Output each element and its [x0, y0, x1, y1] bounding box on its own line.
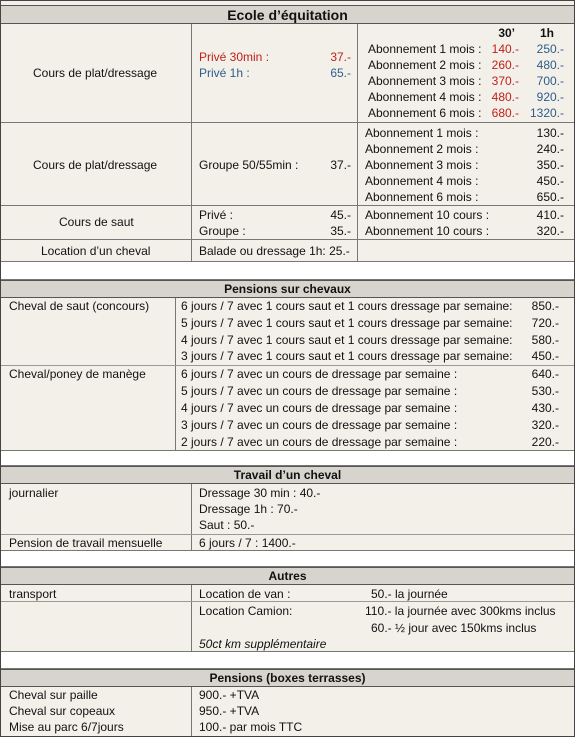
abo-price: 450.-	[536, 174, 564, 188]
saut-groupe-price: 35.-	[330, 224, 351, 238]
abo-label: Abonnement 10 cours :	[365, 224, 490, 238]
travail-line: Dressage 1h : 70.-	[199, 502, 298, 516]
abo-price-1h: 1320.-	[529, 106, 564, 120]
abo-price-1h: 250.-	[536, 42, 564, 56]
pension-row-text: 3 jours / 7 avec un cours de dressage par semaine :	[181, 418, 458, 432]
abo-price: 350.-	[536, 158, 564, 172]
boxes-row-label: Cheval sur copeaux	[9, 704, 116, 718]
boxes-row-value: 100.- par mois TTC	[199, 720, 303, 734]
abo-price: 650.-	[536, 190, 564, 204]
abo-price: 130.-	[536, 126, 564, 140]
location-value: Balade ou dressage 1h: 25.-	[199, 244, 350, 258]
pension-row-price: 850.-	[531, 299, 559, 313]
group-label: Cheval/poney de manège	[9, 367, 146, 381]
pension-row-text: 4 jours / 7 avec un cours de dressage par semaine :	[181, 401, 458, 415]
van-label: Location de van :	[199, 587, 291, 601]
km-note: 50ct km supplémentaire	[199, 637, 327, 651]
pension-row-text: 6 jours / 7 avec 1 cours saut et 1 cours dressage par semaine:	[181, 299, 513, 313]
section-title-autres: Autres	[1, 567, 574, 585]
row-label: Cours de plat/dressage	[33, 66, 158, 80]
spacer	[1, 451, 574, 466]
prive-30-price: 37.-	[330, 50, 351, 64]
section-title-pensions-boxes: Pensions (boxes terrasses)	[1, 669, 574, 687]
pension-row-text: 2 jours / 7 avec un cours de dressage par semaine :	[181, 435, 458, 449]
travail-line: Saut : 50.-	[199, 518, 255, 532]
boxes-row-label: Cheval sur paille	[9, 688, 98, 702]
pension-row-text: 3 jours / 7 avec 1 cours saut et 1 cours dressage par semaine:	[181, 349, 513, 363]
journalier-label: journalier	[9, 486, 59, 500]
spacer	[1, 652, 574, 669]
abo-price-30: 260.-	[491, 58, 519, 72]
pension-row-text: 5 jours / 7 avec un cours de dressage par semaine :	[181, 384, 458, 398]
pension-row-text: 6 jours / 7 avec un cours de dressage par semaine :	[181, 367, 458, 381]
spacer	[1, 551, 574, 567]
abo-label: Abonnement 3 mois :	[365, 158, 479, 172]
pension-row-price: 430.-	[531, 401, 559, 415]
pension-row-price: 450.-	[531, 349, 559, 363]
abo-price: 410.-	[536, 208, 564, 222]
boxes-row-value: 900.- +TVA	[199, 688, 260, 702]
abo-price-30: 140.-	[491, 42, 519, 56]
abo-label: Abonnement 6 mois :	[365, 190, 479, 204]
prive-30-label: Privé 30min :	[199, 50, 270, 64]
pension-row-price: 320.-	[531, 418, 559, 432]
group-label: Cheval de saut (concours)	[9, 299, 150, 313]
mensuelle-value: 6 jours / 7 : 1400.-	[199, 536, 296, 550]
abo-label: Abonnement 1 mois :	[368, 42, 482, 56]
pension-row-price: 530.-	[531, 384, 559, 398]
pension-row-price: 580.-	[531, 333, 559, 347]
boxes-row-label: Mise au parc 6/7jours	[9, 720, 124, 734]
spacer	[1, 262, 574, 280]
row-label: Cours de saut	[59, 215, 134, 229]
saut-prive-price: 45.-	[330, 208, 351, 222]
abo-price-1h: 700.-	[536, 74, 564, 88]
col-header-1h: 1h	[539, 26, 554, 40]
groupe-price: 37.-	[330, 158, 351, 172]
boxes-row-value: 950.- +TVA	[199, 704, 260, 718]
abo-price-1h: 480.-	[536, 58, 564, 72]
abo-price-30: 480.-	[491, 90, 519, 104]
col-header-30: 30’	[498, 26, 515, 40]
prive-1h-label: Privé 1h :	[199, 66, 250, 80]
row-label: Location d’un cheval	[41, 244, 151, 258]
mensuelle-label: Pension de travail mensuelle	[9, 536, 163, 550]
abo-label: Abonnement 4 mois :	[368, 90, 482, 104]
section-title-travail: Travail d’un cheval	[1, 466, 574, 484]
pension-row-price: 640.-	[531, 367, 559, 381]
section-title-pensions-chevaux: Pensions sur chevaux	[1, 280, 574, 298]
row-label: Cours de plat/dressage	[33, 158, 158, 172]
abo-price-30: 680.-	[491, 106, 519, 120]
travail-line: Dressage 30 min : 40.-	[199, 486, 321, 500]
saut-groupe-label: Groupe :	[199, 224, 246, 238]
abo-price: 240.-	[536, 142, 564, 156]
abo-price-1h: 920.-	[536, 90, 564, 104]
camion-label: Location Camion:	[199, 604, 293, 618]
abo-label: Abonnement 2 mois :	[368, 58, 482, 72]
pension-row-text: 4 jours / 7 avec 1 cours saut et 1 cours dressage par semaine:	[181, 333, 513, 347]
abo-label: Abonnement 3 mois :	[368, 74, 482, 88]
camion-value-1: 110.- la journée avec 300kms inclus	[365, 604, 556, 618]
pension-row-price: 220.-	[531, 435, 559, 449]
saut-prive-label: Privé :	[199, 208, 234, 222]
van-value: 50.- la journée	[371, 587, 448, 601]
abo-price: 320.-	[536, 224, 564, 238]
groupe-label: Groupe 50/55min :	[199, 158, 299, 172]
section-title-ecole: Ecole d’équitation	[1, 5, 574, 24]
abo-label: Abonnement 4 mois :	[365, 174, 479, 188]
prive-1h-price: 65.-	[330, 66, 351, 80]
abo-label: Abonnement 1 mois :	[365, 126, 479, 140]
abo-label: Abonnement 6 mois :	[368, 106, 482, 120]
abo-label: Abonnement 2 mois :	[365, 142, 479, 156]
pension-row-text: 5 jours / 7 avec 1 cours saut et 1 cours dressage par semaine:	[181, 316, 513, 330]
transport-label: transport	[9, 587, 57, 601]
abo-label: Abonnement 10 cours :	[365, 208, 490, 222]
pension-row-price: 720.-	[531, 316, 559, 330]
camion-value-2: 60.- ½ jour avec 150kms inclus	[371, 621, 537, 635]
abo-price-30: 370.-	[491, 74, 519, 88]
